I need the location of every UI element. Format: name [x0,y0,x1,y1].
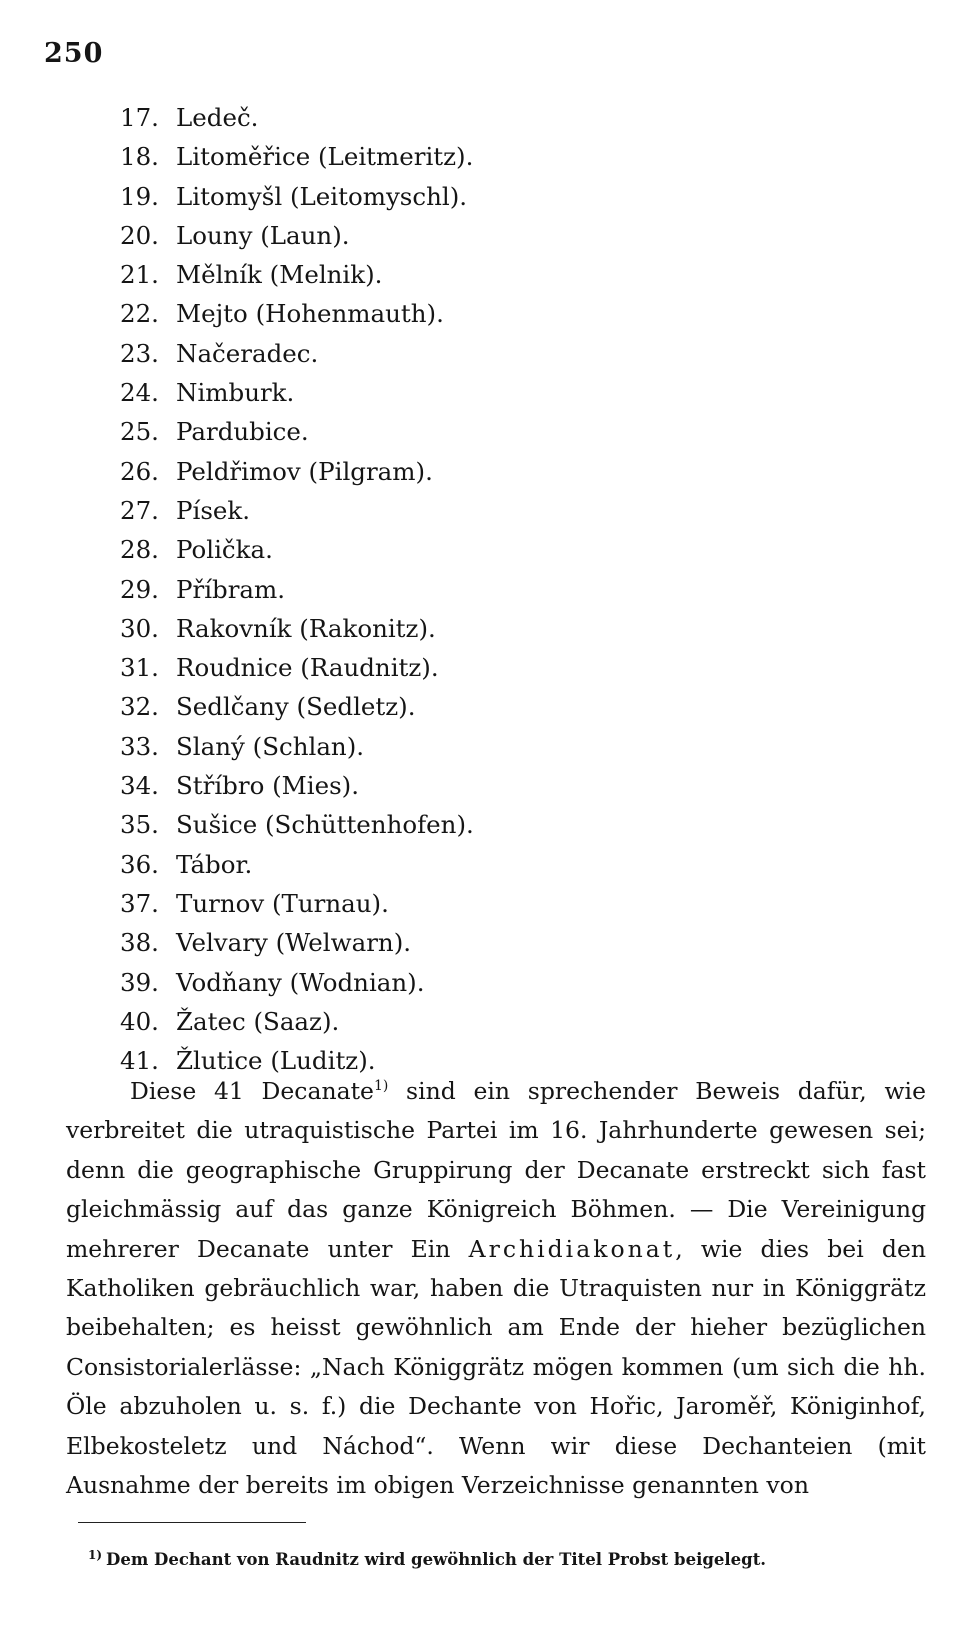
footnote-divider [78,1522,306,1523]
deanery-name: Velvary (Welwarn). [176,928,412,958]
deanery-name: Načeradec. [176,338,319,368]
deanery-name: Žlutice (Luditz). [176,1046,376,1076]
footnote [88,1547,767,1569]
deanery-number: 19. [120,181,159,211]
deanery-number: 30. [120,613,159,643]
paragraph-spaced-word: Archidiakonat [468,1234,676,1263]
deanery-number: 20. [120,220,159,250]
deanery-name: Louny (Laun). [176,220,350,250]
deanery-number: 25. [120,417,159,447]
deanery-name: Polička. [176,535,273,565]
deanery-number: 18. [120,142,159,172]
deanery-list-item [120,766,474,805]
deanery-number: 28. [120,535,159,565]
deanery-name: Stříbro (Mies). [176,771,360,801]
deanery-number: 22. [120,299,159,329]
deanery-name: Mělník (Melnik). [176,260,383,290]
deanery-name: Vodňany (Wodnian). [176,967,425,997]
body-paragraph [66,1072,926,1505]
deanery-list-item [120,845,474,884]
deanery-list-item [120,255,474,294]
footnote-reference: 1) [373,1078,389,1095]
deanery-number: 34. [120,771,159,801]
deanery-list-item [120,963,474,1002]
deanery-name: Mejto (Hohenmauth). [176,299,444,329]
deanery-name: Sušice (Schüttenhofen). [176,810,474,840]
deanery-list-item [120,98,474,137]
deanery-list-item [120,805,474,844]
deanery-list-item [120,923,474,962]
deanery-name: Písek. [176,495,251,525]
deanery-number: 29. [120,574,159,604]
deanery-list-item [120,1002,474,1041]
deanery-number: 37. [120,888,159,918]
deanery-name: Peldřimov (Pilgram). [176,456,433,486]
deanery-number: 40. [120,1006,159,1036]
deanery-list [120,98,474,1080]
deanery-name: Nimburk. [176,378,295,408]
deanery-name: Ledeč. [176,103,259,132]
deanery-list-item [120,452,474,491]
deanery-number: 17. [120,103,159,132]
paragraph-text-part1: Diese 41 Decanate [130,1077,374,1105]
page-number: 250 [44,38,104,69]
deanery-number: 24. [120,378,159,408]
deanery-name: Pardubice. [176,417,309,447]
deanery-number: 39. [120,967,159,997]
deanery-list-item [120,491,474,530]
deanery-number: 33. [120,731,159,761]
deanery-list-item [120,137,474,176]
deanery-number: 27. [120,495,159,525]
deanery-list-item [120,609,474,648]
deanery-name: Litoměřice (Leitmeritz). [176,142,474,172]
deanery-list-item [120,177,474,216]
deanery-name: Slaný (Schlan). [176,731,365,761]
footnote-mark: 1) [88,1547,103,1562]
deanery-list-item [120,570,474,609]
deanery-list-item [120,412,474,451]
deanery-list-item [120,648,474,687]
deanery-list-item [120,687,474,726]
deanery-list-item [120,334,474,373]
deanery-name: Rakovník (Rakonitz). [176,613,436,643]
deanery-name: Příbram. [176,574,286,604]
deanery-list-item [120,294,474,333]
deanery-list-item [120,727,474,766]
footnote-text: Dem Dechant von Raudnitz wird gewöhnlich der Titel Probst beigelegt. [106,1550,767,1569]
deanery-list-item [120,884,474,923]
deanery-name: Sedlčany (Sedletz). [176,692,416,722]
deanery-number: 31. [120,653,159,683]
paragraph-text-part2: sind ein sprechender Beweis dafür, wie verbreitet die utraquistische Partei im 16. Jahrhunderte gewesen sei; denn die geographische Gruppirung der Decanate erstreckt sich fast gleichmässig auf das ganze Königreich Böhmen. — Die Vereinigung mehrerer Decanate unter Ein [66,1077,926,1263]
deanery-name: Roudnice (Raudnitz). [176,653,439,683]
deanery-list-item [120,216,474,255]
deanery-list-item [120,373,474,412]
deanery-number: 35. [120,810,159,840]
deanery-number: 21. [120,260,159,290]
deanery-number: 26. [120,456,159,486]
paragraph-text-part3: , wie dies bei den Katholiken gebräuchlich war, haben die Utraquisten nur in Königgrätz beibehalten; es heisst gewöhnlich am Ende der hieher bezüglichen Consistorialerlässe: „Nach Königgrätz mögen kommen (um sich die hh. Öle abzuholen u. s. f.) die Dechante von Hořic, Jaroměř, Königinhof, Elbekosteletz und Náchod“. Wenn wir diese Dechanteien (mit Ausnahme der bereits im obigen Verzeichnisse genannten von [66,1234,926,1500]
deanery-name: Turnov (Turnau). [176,888,389,918]
deanery-name: Litomyšl (Leitomyschl). [176,181,468,211]
deanery-number: 41. [120,1046,159,1076]
deanery-list-item [120,530,474,569]
deanery-number: 38. [120,928,159,958]
deanery-number: 36. [120,849,159,879]
deanery-name: Žatec (Saaz). [176,1006,340,1036]
deanery-number: 23. [120,338,159,368]
deanery-number: 32. [120,692,159,722]
deanery-name: Tábor. [176,849,253,879]
